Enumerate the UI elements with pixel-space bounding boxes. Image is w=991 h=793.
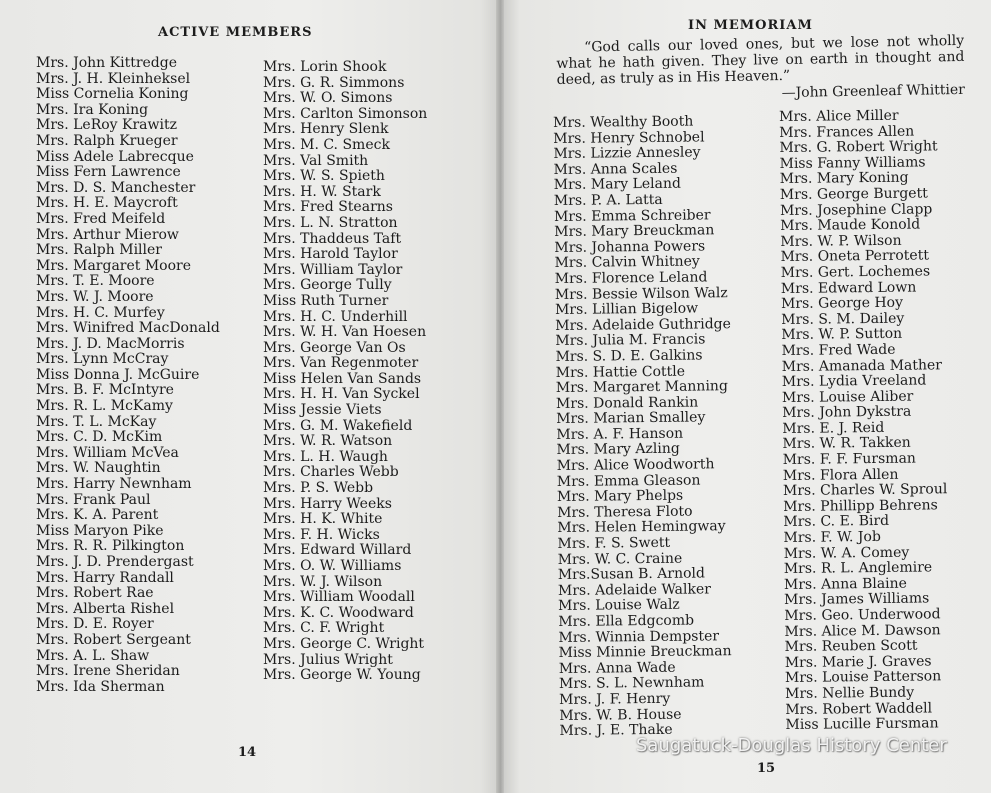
- member-name: Mrs. G. M. Wakefield: [263, 417, 413, 434]
- member-name: Mrs. Hattie Cottle: [555, 363, 686, 381]
- member-name: Mrs. S. M. Dailey: [781, 310, 905, 328]
- member-name: Mrs. W. R. Takken: [782, 435, 911, 453]
- member-name: Mrs. Johanna Powers: [554, 238, 706, 256]
- member-name: Mrs. Winifred MacDonald: [36, 320, 220, 337]
- member-name: Mrs. George Hoy: [780, 294, 904, 313]
- active-members-heading: ACTIVE MEMBERS: [158, 25, 313, 40]
- member-name: Mrs. D. E. Royer: [36, 616, 154, 633]
- member-name: Mrs. Harry Newnham: [36, 476, 192, 493]
- member-name: Mrs. LeRoy Krawitz: [36, 117, 177, 134]
- member-name: Mrs. Emma Gleason: [556, 472, 701, 490]
- member-name: Mrs. William Woodall: [263, 589, 415, 606]
- member-name: Mrs. Flora Allen: [782, 466, 899, 484]
- member-name: Mrs. W. J. Wilson: [263, 573, 383, 590]
- member-name: Mrs. H. C. Murfey: [36, 304, 165, 321]
- member-name: Mrs. R. L. McKamy: [36, 398, 173, 415]
- member-name: Mrs. Alice M. Dawson: [784, 621, 941, 640]
- member-name: Mrs. P. S. Webb: [263, 480, 374, 497]
- member-name: Mrs. Donald Rankin: [555, 394, 699, 412]
- member-name: Mrs. Margaret Moore: [36, 257, 192, 274]
- member-name: Mrs. Anna Scales: [553, 160, 678, 178]
- member-name: Mrs. R. L. Anglemire: [783, 559, 933, 578]
- member-name: Mrs. Adelaide Walker: [557, 581, 711, 599]
- member-name: Mrs. Ira Koning: [36, 101, 149, 118]
- member-name: Mrs. Fred Wade: [781, 341, 896, 359]
- member-name: Miss Lucille Fursman: [785, 715, 939, 734]
- member-name: Mrs. Frances Allen: [779, 123, 915, 141]
- member-name: Mrs. Mary Koning: [779, 170, 909, 188]
- member-name: Mrs. Ida Sherman: [36, 678, 165, 695]
- member-name: Mrs. Julia M. Francis: [555, 331, 706, 350]
- member-name: Mrs. Mary Azling: [556, 441, 680, 459]
- active-members-column-1: [36, 56, 220, 695]
- member-name: Miss Fanny Williams: [779, 154, 926, 172]
- member-name: Mrs. Wealthy Booth: [552, 113, 694, 131]
- member-name: Mrs. C. D. McKim: [36, 429, 163, 446]
- member-name: Mrs. K. C. Woodward: [263, 604, 414, 621]
- member-name: Mrs. George W. Young: [263, 667, 421, 684]
- member-name: Mrs. J. D. MacMorris: [36, 335, 185, 352]
- member-name: Mrs. Fred Stearns: [263, 199, 393, 216]
- member-name: Mrs. Gert. Lochemes: [780, 263, 931, 281]
- member-name: Mrs. W. H. Van Hoesen: [263, 324, 427, 341]
- member-name: Mrs. A. L. Shaw: [36, 647, 150, 664]
- member-name: Mrs. H. C. Underhill: [263, 308, 408, 325]
- member-name: Mrs. Fred Meifeld: [36, 210, 166, 227]
- member-name: Mrs. F. F. Fursman: [782, 450, 916, 469]
- watermark-text: Saugatuck-Douglas History Center: [636, 735, 947, 756]
- member-name: Mrs. W. S. Spieth: [263, 168, 385, 185]
- member-name: Mrs. Bessie Wilson Walz: [554, 284, 728, 303]
- member-name: Mrs. W. O. Simons: [263, 90, 393, 107]
- member-name: Mrs. F. W. Job: [783, 528, 881, 547]
- member-name: Mrs. F. S. Swett: [557, 534, 671, 553]
- member-name: Mrs. James Williams: [784, 590, 930, 609]
- member-name: Mrs. Harry Randall: [36, 569, 174, 586]
- active-members-column-2: [263, 60, 427, 684]
- member-name: Mrs. W. B. House: [559, 706, 682, 724]
- member-name: Mrs. Harry Weeks: [263, 495, 392, 512]
- member-name: Mrs. George Burgett: [779, 185, 928, 203]
- memoriam-column-1: [553, 114, 735, 740]
- member-name: Mrs. Alice Miller: [778, 107, 899, 125]
- member-name: Mrs. J. D. Prendergast: [36, 554, 194, 570]
- member-name: Mrs. Val Smith: [263, 152, 369, 169]
- member-name: Mrs. W. R. Watson: [263, 433, 393, 450]
- member-name: Mrs. Henry Slenk: [263, 121, 389, 138]
- member-name: Mrs. Ralph Krueger: [36, 132, 178, 149]
- book-gutter: [496, 0, 504, 793]
- member-name: Mrs. Ella Edgcomb: [558, 612, 695, 630]
- member-name: Mrs. Josephine Clapp: [779, 200, 933, 219]
- member-name: Miss Minnie Breuckman: [558, 643, 732, 662]
- member-name: Mrs. H. W. Stark: [263, 183, 381, 200]
- member-name: Mrs. Alberta Rishel: [36, 600, 175, 617]
- member-name: Mrs. George Van Os: [263, 339, 406, 356]
- member-name: Mrs. Maude Konold: [780, 216, 921, 235]
- member-name: Mrs. A. F. Hanson: [556, 425, 684, 443]
- quote-text: “God calls our loved ones, but we lose not wholly what he hath given. They live on earth in thought and deed, as truly as in His Heaven.”: [556, 32, 965, 88]
- member-name: Mrs. Henry Schnobel: [553, 129, 705, 147]
- member-name: Mrs. Edward Lown: [780, 279, 917, 297]
- member-name: Mrs. Louise Patterson: [784, 668, 942, 687]
- member-name: Mrs. Julius Wright: [263, 651, 393, 668]
- member-name: Mrs. T. E. Moore: [36, 273, 155, 290]
- member-name: Mrs. Margaret Manning: [555, 378, 728, 397]
- member-name: Mrs. Louise Walz: [558, 597, 680, 615]
- member-name: Mrs. Emma Schreiber: [553, 206, 711, 225]
- member-name: Mrs. Oneta Perrotett: [780, 247, 929, 266]
- member-name: Mrs. Anna Wade: [558, 659, 676, 677]
- member-name: Mrs. Robert Waddell: [785, 699, 933, 718]
- member-name: Mrs. William McVea: [36, 444, 179, 461]
- member-name: Mrs. Winnia Dempster: [558, 627, 720, 646]
- member-name: Mrs. Helen Hemingway: [557, 518, 726, 537]
- member-name: Miss Helen Van Sands: [263, 370, 422, 387]
- member-name: Mrs. W. Naughtin: [36, 460, 161, 477]
- member-name: Mrs. Arthur Mierow: [36, 226, 179, 243]
- in-memoriam-heading: IN MEMORIAM: [688, 18, 813, 33]
- member-name: Mrs. William Taylor: [263, 261, 403, 278]
- member-name: Mrs. B. F. McIntyre: [36, 382, 174, 399]
- member-name: Mrs. Ralph Miller: [36, 242, 162, 259]
- member-name: Mrs. Mary Phelps: [556, 487, 684, 506]
- quote-attribution: —John Greenleaf Whittier: [781, 81, 966, 102]
- member-name: Mrs. Amanada Mather: [781, 356, 943, 375]
- member-name: Mrs. O. W. Williams: [263, 558, 402, 574]
- member-name: Mrs. Charles W. Sproul: [782, 481, 948, 500]
- member-name: Mrs. Florence Leland: [554, 269, 708, 287]
- member-name: Mrs. W. P. Sutton: [781, 326, 903, 344]
- member-name: Mrs. Harold Taylor: [263, 246, 398, 263]
- member-name: Mrs. George C. Wright: [263, 635, 425, 652]
- member-name: Mrs. J. E. Thake: [559, 721, 673, 740]
- member-name: Mrs. Alice Woodworth: [556, 456, 715, 475]
- member-name: Mrs. John Dykstra: [782, 403, 912, 422]
- member-name: Mrs. Lydia Vreeland: [781, 372, 927, 391]
- member-name: Mrs. Mary Breuckman: [554, 222, 715, 241]
- member-name: Mrs. Irene Sheridan: [36, 663, 180, 680]
- member-name: Mrs. John Kittredge: [36, 55, 178, 71]
- member-name: Mrs. L. N. Stratton: [263, 214, 398, 231]
- member-name: Mrs. W. C. Craine: [557, 550, 683, 568]
- member-name: Mrs. M. C. Smeck: [263, 136, 390, 153]
- member-name: Mrs. C. F. Wright: [263, 620, 385, 637]
- member-name: Mrs. P. A. Latta: [553, 191, 663, 209]
- member-name: Mrs. Robert Rae: [36, 585, 154, 602]
- member-name: Mrs. W. A. Comey: [783, 544, 910, 562]
- member-name: Mrs. G. R. Simmons: [263, 74, 405, 91]
- member-name: Miss Cornelia Koning: [36, 86, 189, 103]
- memoriam-column-2: [779, 108, 950, 733]
- memorial-quote: [556, 33, 965, 105]
- member-name: Mrs. W. J. Moore: [36, 288, 154, 305]
- member-name: Mrs. J. F. Henry: [559, 690, 671, 708]
- member-name: Mrs. H. K. White: [263, 511, 383, 528]
- member-name: Mrs. S. L. Newnham: [558, 674, 705, 693]
- member-name: Mrs. T. L. McKay: [36, 413, 157, 430]
- member-name: Mrs. Anna Blaine: [783, 575, 908, 593]
- member-name: Mrs. S. D. E. Galkins: [555, 347, 703, 365]
- member-name: Mrs. Adelaide Guthridge: [555, 315, 731, 334]
- member-name: Mrs. W. P. Wilson: [780, 232, 902, 250]
- member-name: Miss Maryon Pike: [36, 522, 164, 539]
- member-name: Mrs. Mary Leland: [553, 176, 682, 194]
- page-number-right: 15: [757, 761, 776, 776]
- member-name: Mrs. Theresa Floto: [557, 503, 693, 521]
- member-name: Mrs. E. J. Reid: [782, 419, 885, 437]
- member-name: Mrs. J. H. Kleinheksel: [36, 70, 191, 87]
- member-name: Miss Adele Labrecque: [36, 148, 194, 165]
- member-name: Mrs. Thaddeus Taft: [263, 230, 402, 247]
- member-name: Mrs. Marian Smalley: [556, 409, 706, 428]
- member-name: Miss Donna J. McGuire: [36, 366, 200, 383]
- member-name: Mrs.Susan B. Arnold: [557, 565, 706, 584]
- member-name: Mrs. Carlton Simonson: [263, 105, 428, 122]
- member-name: Miss Jessie Viets: [263, 402, 382, 419]
- member-name: Mrs. Phillipp Behrens: [783, 497, 938, 515]
- member-name: Mrs. Reuben Scott: [784, 637, 918, 656]
- member-name: Mrs. Van Regenmoter: [263, 355, 419, 372]
- member-name: Mrs. Robert Sergeant: [36, 631, 191, 648]
- page-number-left: 14: [238, 745, 257, 760]
- member-name: Mrs. Lillian Bigelow: [554, 300, 699, 319]
- member-name: Mrs. Geo. Underwood: [784, 606, 941, 624]
- member-name: Mrs. Charles Webb: [263, 464, 399, 481]
- member-name: Mrs. C. E. Bird: [783, 513, 890, 531]
- member-name: Mrs. Lynn McCray: [36, 351, 169, 368]
- member-name: Mrs. H. H. Van Syckel: [263, 386, 420, 403]
- member-name: Mrs. H. E. Maycroft: [36, 195, 178, 212]
- member-name: Mrs. Marie J. Graves: [784, 653, 932, 671]
- member-name: Mrs. George Tully: [263, 277, 392, 294]
- member-name: Mrs. Edward Willard: [263, 542, 412, 559]
- member-name: Mrs. Lorin Shook: [263, 59, 387, 75]
- member-name: Mrs. K. A. Parent: [36, 507, 159, 524]
- member-name: Mrs. Calvin Whitney: [554, 253, 700, 272]
- member-name: Mrs. D. S. Manchester: [36, 179, 196, 196]
- member-name: Mrs. Lizzie Annesley: [553, 144, 701, 163]
- member-name: Mrs. Nellie Bundy: [785, 684, 915, 702]
- member-name: Mrs. R. R. Pilkington: [36, 538, 185, 555]
- member-name: Mrs. G. Robert Wright: [779, 138, 938, 157]
- member-name: Miss Ruth Turner: [263, 292, 389, 309]
- member-name: Mrs. Frank Paul: [36, 491, 151, 508]
- member-name: Mrs. Louise Aliber: [781, 388, 914, 406]
- member-name: Mrs. L. H. Waugh: [263, 448, 388, 465]
- member-name: Miss Fern Lawrence: [36, 164, 181, 181]
- member-name: Mrs. F. H. Wicks: [263, 526, 380, 543]
